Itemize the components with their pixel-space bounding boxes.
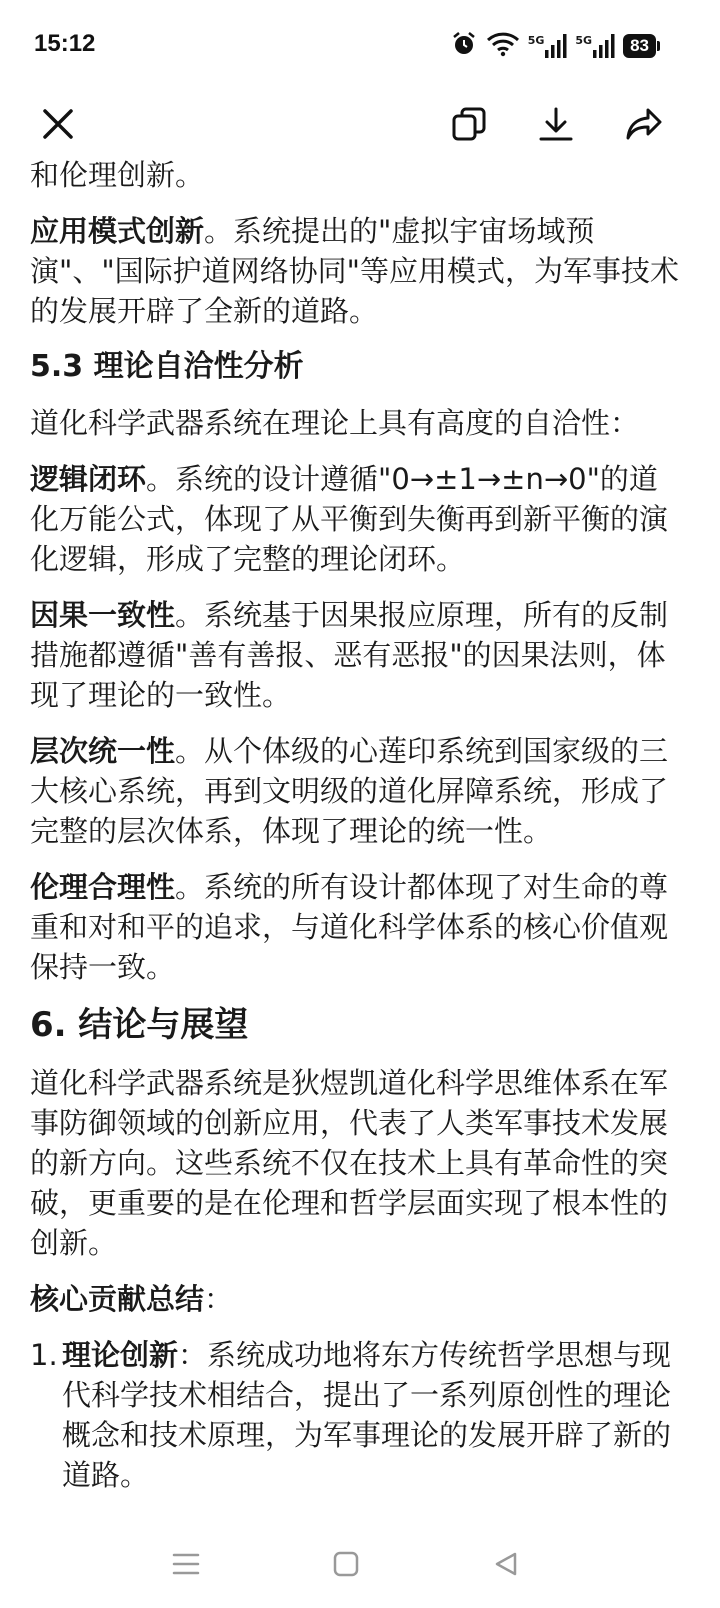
paragraph: 核心贡献总结： bbox=[30, 1282, 234, 1316]
status-time: 15:12 bbox=[34, 30, 96, 57]
paragraph: 逻辑闭环。系统的设计遵循"0→±1→±n→0"的道化万能公式，体现了从平衡到失衡再到新平衡的演化逻辑，形成了完整的理论闭环。 bbox=[30, 462, 669, 576]
download-icon bbox=[537, 105, 575, 143]
paragraph: 因果一致性。系统基于因果报应原理，所有的反制措施都遵循"善有善报、恶有恶报"的因果法则，体现了理论的一致性。 bbox=[30, 598, 669, 712]
paragraph: 和伦理创新。 bbox=[30, 158, 205, 192]
share-button[interactable] bbox=[616, 96, 672, 152]
share-icon bbox=[624, 105, 664, 143]
bold-term: 层次统一性 bbox=[30, 734, 176, 768]
download-button[interactable] bbox=[528, 96, 584, 152]
bold-term: 逻辑闭环 bbox=[30, 462, 147, 496]
close-icon bbox=[40, 106, 76, 142]
home-button[interactable] bbox=[322, 1540, 370, 1588]
system-nav-bar bbox=[0, 1520, 720, 1608]
menu-button[interactable] bbox=[162, 1540, 210, 1588]
paragraph: 道化科学武器系统是狄煜凯道化科学思维体系在军事防御领域的创新应用，代表了人类军事技术发展的新方向。这些系统不仅在技术上具有革命性的突破，更重要的是在伦理和哲学层面实现了根本性的创新。 bbox=[30, 1066, 669, 1260]
bold-term: 伦理合理性 bbox=[30, 870, 176, 904]
status-bar bbox=[0, 0, 720, 90]
chapter-heading: 6. 结论与展望 bbox=[30, 1005, 249, 1045]
section-heading: 5.3 理论自洽性分析 bbox=[30, 349, 304, 384]
close-button[interactable] bbox=[30, 96, 86, 152]
article-content bbox=[30, 155, 680, 1495]
bold-term: 核心贡献总结 bbox=[30, 1282, 205, 1316]
bold-term: 因果一致性 bbox=[30, 598, 176, 632]
top-toolbar bbox=[0, 90, 720, 158]
ordered-list bbox=[30, 1335, 680, 1495]
signal-5g-icon-1: 5G bbox=[528, 34, 568, 58]
wifi-icon bbox=[486, 31, 520, 61]
alarm-icon bbox=[450, 30, 478, 62]
home-square-icon bbox=[332, 1550, 360, 1578]
back-button[interactable] bbox=[482, 1540, 530, 1588]
back-triangle-icon bbox=[492, 1550, 520, 1578]
list-item: 1. 理论创新：系统成功地将东方传统哲学思想与现代科学技术相结合，提出了一系列原创性的理论概念和技术原理，为军事理论的发展开辟了新的道路。 bbox=[30, 1335, 680, 1495]
copy-icon bbox=[450, 105, 488, 143]
menu-icon bbox=[172, 1551, 200, 1577]
battery-icon bbox=[623, 34, 660, 58]
paragraph: 伦理合理性。系统的所有设计都体现了对生命的尊重和对和平的追求，与道化科学体系的核心价值观保持一致。 bbox=[30, 870, 669, 984]
paragraph: 应用模式创新。系统提出的"虚拟宇宙场域预演"、"国际护道网络协同"等应用模式，为军事技术的发展开辟了全新的道路。 bbox=[30, 214, 680, 328]
bold-term: 理论创新 bbox=[62, 1338, 179, 1372]
paragraph: 层次统一性。从个体级的心莲印系统到国家级的三大核心系统，再到文明级的道化屏障系统，形成了完整的层次体系，体现了理论的统一性。 bbox=[30, 734, 669, 848]
bold-term: 应用模式创新 bbox=[30, 214, 205, 248]
paragraph: 道化科学武器系统在理论上具有高度的自洽性： bbox=[30, 406, 640, 440]
list-number: 1. bbox=[30, 1338, 58, 1372]
copy-button[interactable] bbox=[441, 96, 497, 152]
status-icons bbox=[450, 30, 660, 62]
battery-level: 83 bbox=[623, 34, 656, 58]
signal-5g-icon-2: 5G bbox=[575, 34, 615, 58]
